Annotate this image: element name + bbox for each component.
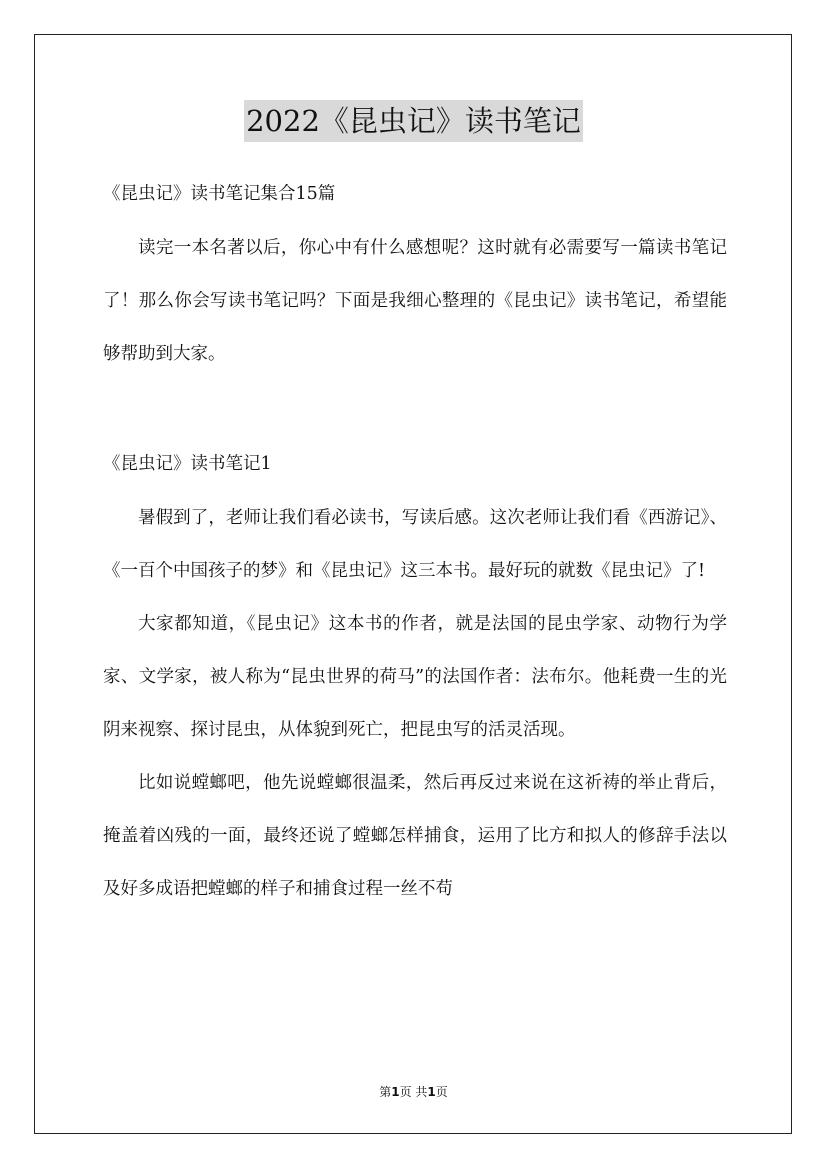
document-subtitle: 《昆虫记》读书笔记集合15篇 xyxy=(103,184,336,204)
body-paragraph-2: 大家都知道，《昆虫记》这本书的作者，就是法国的昆虫学家、动物行为学家、文学家，被人称为“昆虫世界的荷马”的法国作者：法布尔。他耗费一生的光阴来视察、探讨昆虫，从体貌到死亡，把昆虫写的活灵活现。 xyxy=(103,614,727,740)
section-heading: 《昆虫记》读书笔记1 xyxy=(103,454,272,474)
intro-paragraph: 读完一本名著以后，你心中有什么感想呢？这时就有必需要写一篇读书笔记了！那么你会写读书笔记吗？下面是我细心整理的《昆虫记》读书笔记，希望能够帮助到大家。 xyxy=(103,238,727,364)
page-footer xyxy=(0,1082,827,1102)
footer-page-suffix: 页 xyxy=(435,1085,448,1099)
footer-page-current: 1 xyxy=(391,1085,400,1099)
section-body xyxy=(103,492,727,916)
title-container xyxy=(0,100,827,142)
body-paragraph-3: 比如说螳螂吧，他先说螳螂很温柔，然后再反过来说在这祈祷的举止背后，掩盖着凶残的一面，最终还说了螳螂怎样捕食，运用了比方和拟人的修辞手法以及好多成语把螳螂的样子和捕食过程一丝不苟 xyxy=(103,773,727,899)
document-title: 2022《昆虫记》读书笔记 xyxy=(244,100,583,142)
footer-page-total: 1 xyxy=(427,1085,436,1099)
intro-block xyxy=(103,222,727,381)
footer-page-mid: 页 共 xyxy=(399,1085,428,1099)
body-paragraph-1: 暑假到了，老师让我们看必读书，写读后感。这次老师让我们看《西游记》、《一百个中国孩子的梦》和《昆虫记》这三本书。最好玩的就数《昆虫记》了! xyxy=(103,508,727,581)
footer-page-prefix: 第 xyxy=(379,1085,392,1099)
